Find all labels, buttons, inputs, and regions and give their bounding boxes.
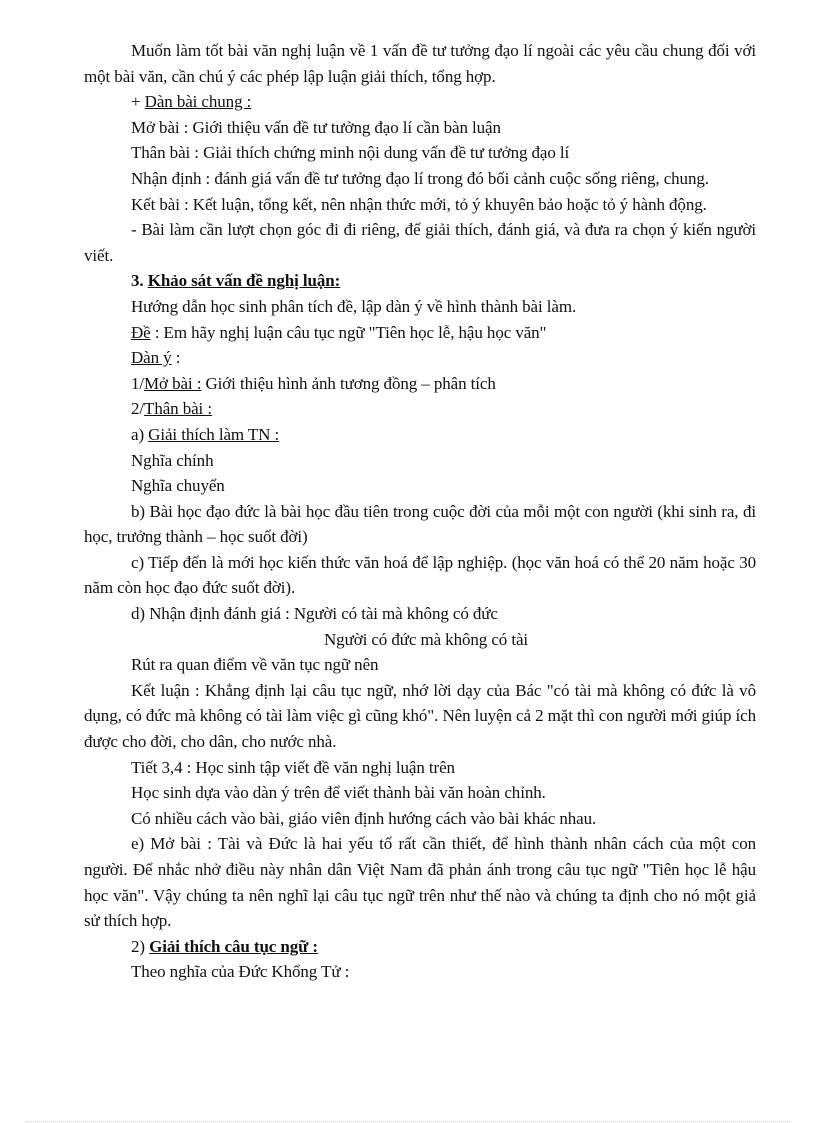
section3-number: 3. xyxy=(131,271,148,291)
outline-heading-prefix: + xyxy=(131,92,145,112)
item-1-text: Giới thiệu hình ảnh tương đồng – phân tích xyxy=(201,373,496,393)
page-bottom-rule xyxy=(26,1121,790,1122)
item-b: b) Bài học đạo đức là bài học đầu tiên trong cuộc đời của mỗi một con người (khi sinh ra, đi học, trưởng thành – học suốt đời) xyxy=(84,501,756,547)
item-2b-label: Giải thích câu tục ngữ : xyxy=(149,936,318,956)
item-d-line1: d) Nhận định đánh giá : Người có tài mà không có đức xyxy=(131,604,498,624)
item-2-label: Thân bài : xyxy=(144,399,212,419)
item-1-label: Mở bài : xyxy=(144,373,202,393)
de-text: : Em hãy nghị luận câu tục ngữ "Tiên học lễ, hậu học văn" xyxy=(150,322,547,342)
item-c: c) Tiếp đến là mới học kiến thức văn hoá để lập nghiệp. (học văn hoá có thể 20 năm hoặc 30 năm còn học đạo đức suốt đời). xyxy=(84,552,756,598)
item-e: e) Mở bài : Tài và Đức là hai yếu tố rất cần thiết, để hình thành nhân cách của một con người. Để nhắc nhở điều này nhân dân Việt Nam đã phản ánh trong câu tục ngữ "Tiên học lễ hậu học văn". Vậy chúng ta nên nghĩ lại câu tục ngữ trên như thế nào và chúng ta định cho nó một giả sử thích hợp. xyxy=(84,834,756,931)
item-a-label: Giải thích làm TN : xyxy=(148,424,280,444)
theo-nghia: Theo nghĩa của Đức Khổng Tử : xyxy=(131,962,350,982)
tiet-3-4: Tiết 3,4 : Học sinh tập viết đề văn nghị luận trên xyxy=(131,757,455,777)
section3-title: Khảo sát vấn đề nghị luận: xyxy=(147,271,341,291)
item-2-giai-thich xyxy=(84,934,756,960)
nghia-chinh: Nghĩa chính xyxy=(131,450,214,470)
document-body xyxy=(84,38,756,985)
outline-heading-label: Dàn bài chung : xyxy=(144,92,252,112)
section3-heading xyxy=(84,268,756,294)
item-1-mo-bai xyxy=(84,371,756,397)
item-2-than-bai xyxy=(84,396,756,422)
item-a-prefix: a) xyxy=(131,424,149,444)
outline-nhan-dinh: Nhận định : đánh giá vấn đề tư tưởng đạo lí trong đó bối cảnh cuộc sống riêng, chung. xyxy=(131,168,709,188)
rut-ra: Rút ra quan điểm về văn tục ngữ nên xyxy=(131,655,379,675)
outline-mo-bai: Mở bài : Giới thiệu vấn đề tư tưởng đạo lí cần bàn luận xyxy=(131,117,501,137)
item-2b-prefix: 2) xyxy=(131,936,150,956)
section3-de xyxy=(84,320,756,346)
dan-y-label: Dàn ý xyxy=(131,348,172,368)
ket-luan: Kết luận : Khẳng định lại câu tục ngữ, nhớ lời dạy của Bác "có tài mà không có đức là vô dụng, có đức mà không có tài làm việc gì cũng khó". Nên luyện cả 2 mặt thì con người mới giúp ích được cho đời, cho dân, cho nước nhà. xyxy=(84,680,756,752)
outline-ket-bai: Kết bài : Kết luận, tổng kết, nên nhận thức mới, tỏ ý khuyên bảo hoặc tỏ ý hành động. xyxy=(131,194,707,214)
dan-y-colon: : xyxy=(171,348,181,368)
de-label: Đề xyxy=(131,322,151,342)
outline-note: - Bài làm cần lượt chọn góc đi đi riêng, để giải thích, đánh giá, và đưa ra chọn ý kiến người viết. xyxy=(84,220,756,265)
item-2-num: 2/ xyxy=(131,399,145,419)
item-d-line2: Người có đức mà không có tài xyxy=(324,629,529,649)
outline-than-bai: Thân bài : Giải thích chứng minh nội dung vấn đề tư tưởng đạo lí xyxy=(131,143,570,163)
hs-dua-vao: Học sinh dựa vào dàn ý trên để viết thành bài văn hoàn chỉnh. xyxy=(131,783,546,803)
outline-heading xyxy=(84,89,756,115)
intro-paragraph: Muốn làm tốt bài văn nghị luận về 1 vấn đề tư tưởng đạo lí ngoài các yêu cầu chung đối với một bài văn, cần chú ý các phép lập luận giải thích, tổng hợp. xyxy=(84,41,756,86)
item-a xyxy=(84,422,756,448)
item-1-num: 1/ xyxy=(131,373,145,393)
section3-guide: Hướng dẫn học sinh phân tích đề, lập dàn ý về hình thành bài làm. xyxy=(131,296,577,316)
co-nhieu-cach: Có nhiều cách vào bài, giáo viên định hướng cách vào bài khác nhau. xyxy=(131,808,597,828)
nghia-chuyen: Nghĩa chuyển xyxy=(131,476,225,496)
section3-dan-y xyxy=(84,345,756,371)
